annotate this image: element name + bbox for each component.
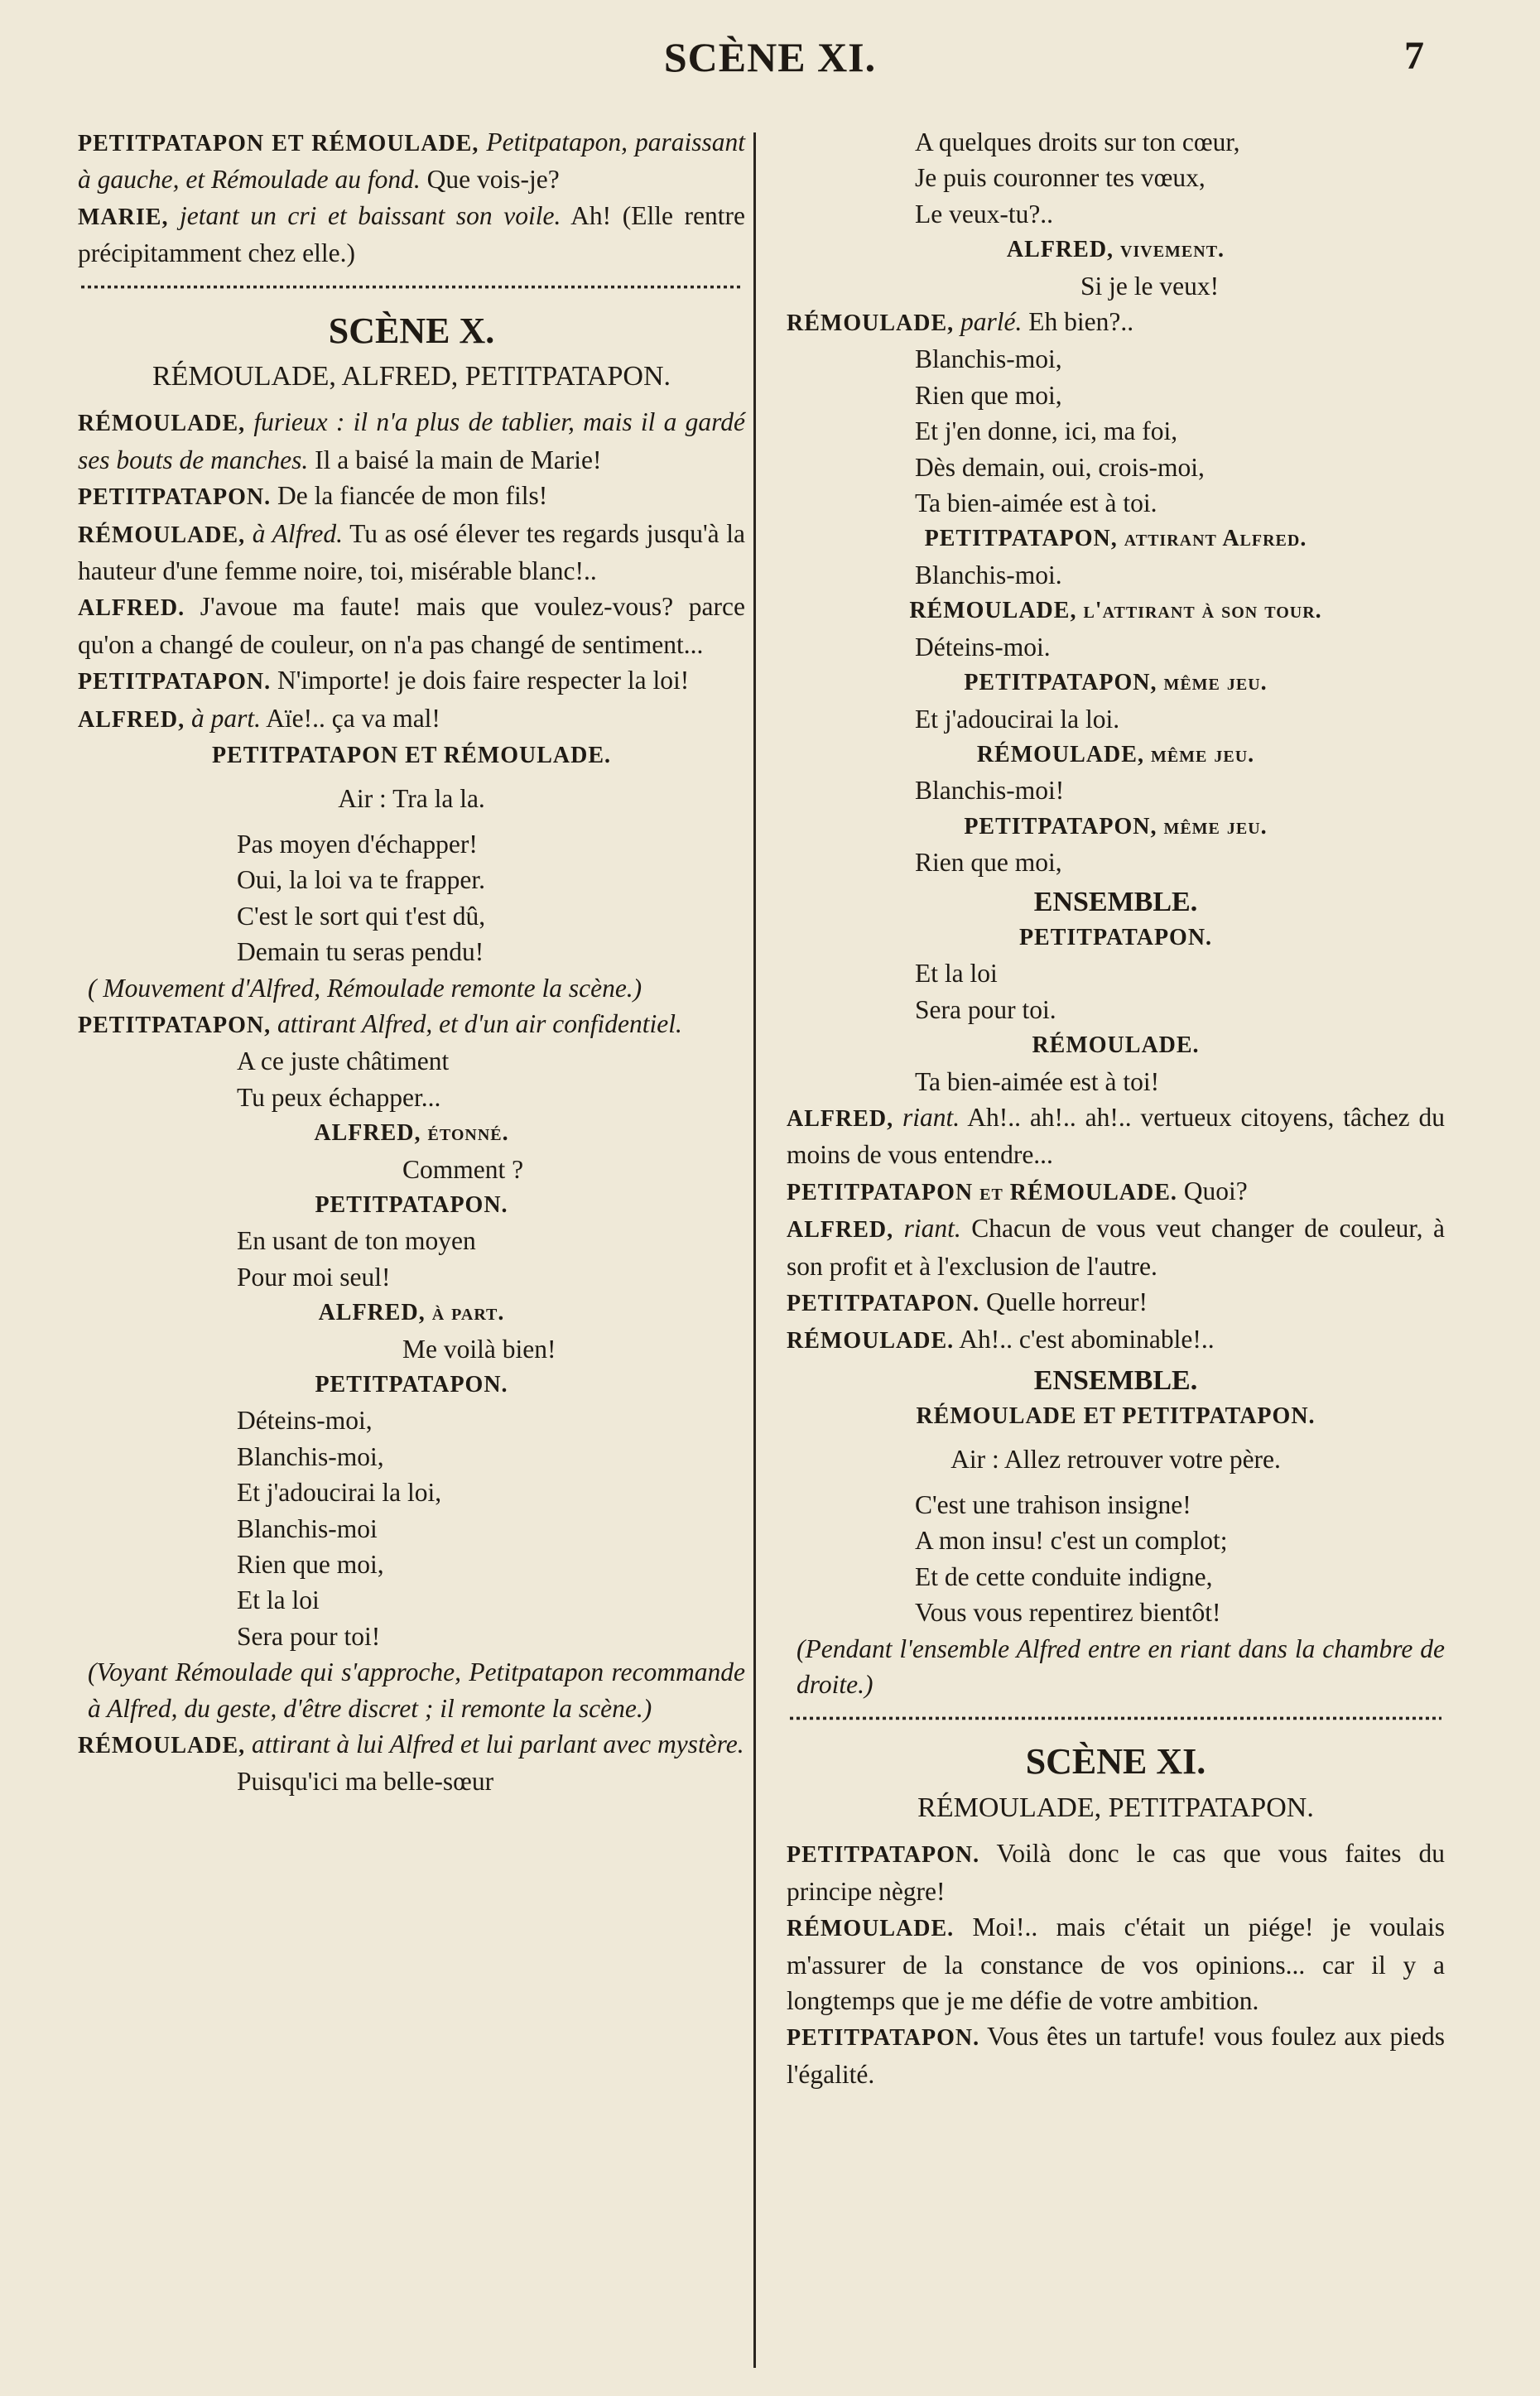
verse-speaker: RÉMOULADE, l'attirant à son tour.: [909, 598, 1322, 624]
right-column: [787, 124, 1445, 2092]
verse-line: Oui, la loi va te frapper.: [237, 865, 486, 895]
stage-direction: jetant un cri et baissant son voile.: [168, 200, 561, 230]
cast-list: RÉMOULADE, ALFRED, PETITPATAPON.: [152, 361, 671, 392]
ornament-rule: [81, 280, 742, 295]
dialogue-text: Que vois-je?: [420, 165, 560, 195]
verse-speaker: PETITPATAPON, même jeu.: [964, 813, 1268, 840]
dialogue-text: J'avoue ma faute! mais que voulez-vous? parce qu'on a changé de couleur, on n'a pas changé de sentiment...: [78, 592, 745, 659]
speaker-name: RÉMOULADE,: [78, 411, 246, 437]
verse-line: Ta bien-aimée est à toi!: [915, 1066, 1160, 1096]
speaker-name: PETITPATAPON.: [78, 484, 272, 511]
verse-line: Ta bien-aimée est à toi.: [915, 488, 1157, 518]
dialogue-text: Eh bien?..: [1022, 307, 1134, 337]
speaker-name: RÉMOULADE,: [78, 1733, 246, 1759]
verse-line: Tu peux échapper...: [237, 1082, 441, 1112]
air-title: Air : Allez retrouver votre père.: [950, 1444, 1281, 1474]
verse-line: Dès demain, oui, crois-moi,: [915, 452, 1205, 482]
speech: [78, 516, 745, 589]
speech: [787, 1173, 1445, 1210]
verse-line: Et j'adoucirai la loi.: [915, 704, 1120, 734]
cast-list: RÉMOULADE, PETITPATAPON.: [917, 1792, 1314, 1823]
verse-line: Et la loi: [915, 959, 998, 989]
left-column: [78, 124, 745, 1800]
running-title: SCÈNE XI.: [663, 34, 877, 80]
verse-line: Vous vous repentirez bientôt!: [915, 1598, 1221, 1628]
verse-line: Le veux-tu?..: [915, 199, 1054, 229]
verse-line: Et j'en donne, ici, ma foi,: [915, 416, 1178, 446]
dialogue-text: N'importe! je dois faire respecter la loi!: [271, 666, 690, 695]
stage-direction: (Pendant l'ensemble Alfred entre en riant dans la chambre de droite.): [796, 1633, 1445, 1700]
speaker-name: PETITPATAPON.: [78, 669, 272, 695]
speaker-name: ALFRED.: [78, 595, 185, 622]
dialogue-text: De la fiancée de mon fils!: [271, 481, 548, 511]
speech: [78, 700, 745, 738]
speech: [787, 1321, 1445, 1359]
speech: [78, 1006, 745, 1043]
verse-speaker: RÉMOULADE.: [1032, 1032, 1200, 1059]
verse-line: Et j'adoucirai la loi,: [237, 1478, 442, 1508]
speaker-name: PETITPATAPON.: [787, 2025, 980, 2052]
stage-direction: Petitpatapon, paraissant à gauche, et Rémoulade au fond.: [78, 127, 745, 195]
ensemble-heading: ENSEMBLE.: [1033, 1364, 1198, 1396]
speaker-name: PETITPATAPON et RÉMOULADE.: [787, 1179, 1177, 1205]
ensemble-heading: ENSEMBLE.: [1033, 886, 1198, 917]
speech: [78, 198, 745, 272]
stage-direction: à Alfred.: [245, 518, 344, 548]
scene-title: SCÈNE X.: [328, 310, 495, 351]
verse-speaker: ALFRED, étonné.: [314, 1120, 509, 1147]
dialogue-text: Tu as osé élever tes regards jusqu'à la hauteur d'une femme noire, toi, misérable blanc!..: [78, 518, 745, 586]
verse-line: Rien que moi,: [237, 1550, 384, 1580]
verse-line: Et la loi: [237, 1585, 320, 1615]
scene-title: SCÈNE XI.: [1025, 1741, 1206, 1783]
dialogue-text: Aïe!.. ça va mal!: [261, 703, 440, 733]
stage-direction: riant.: [893, 1102, 960, 1132]
verse-line: Blanchis-moi: [237, 1513, 378, 1543]
speech: [78, 404, 745, 478]
verse-line: Blanchis-moi!: [915, 776, 1065, 806]
dialogue-text: Il a baisé la main de Marie!: [308, 445, 602, 474]
speaker-name: RÉMOULADE.: [787, 1916, 955, 1942]
verse-line: Pas moyen d'échapper!: [237, 829, 478, 859]
verse-line: Déteins-moi.: [915, 632, 1051, 662]
verse-speaker: PETITPATAPON.: [315, 1191, 508, 1218]
speaker-name: PETITPATAPON ET RÉMOULADE,: [78, 131, 479, 156]
speech: [787, 1210, 1445, 1284]
dialogue-text: Ah!.. ah!.. ah!.. vertueux citoyens, tâchez du moins de vous entendre...: [787, 1102, 1446, 1170]
verse-speaker: PETITPATAPON, même jeu.: [964, 670, 1268, 696]
verse-line: Sera pour toi!: [237, 1621, 381, 1651]
verse-speaker: PETITPATAPON ET RÉMOULADE.: [211, 743, 612, 769]
dialogue-text: Ah! (Elle rentre précipitamment chez elle.): [78, 200, 745, 268]
verse-line: Pour moi seul!: [237, 1262, 391, 1292]
speaker-name: RÉMOULADE,: [787, 310, 955, 337]
speaker-name: ALFRED,: [787, 1217, 894, 1244]
dialogue-text: Moi!.. mais c'était un piége! je voulais m'assurer de la constance de vos opinions... car il y a longtemps que je me défie de votre ambition.: [787, 1912, 1445, 2015]
verse-line: Sera pour toi.: [915, 994, 1056, 1024]
verse-line: Demain tu seras pendu!: [237, 937, 484, 967]
dialogue-text: Vous êtes un tartufe! vous foulez aux pieds l'égalité.: [787, 2022, 1445, 2089]
verse-line: Je puis couronner tes vœux,: [915, 163, 1206, 193]
air-title: Air : Tra la la.: [338, 783, 485, 813]
verse-line: A quelques droits sur ton cœur,: [915, 127, 1240, 156]
verse-line: C'est une trahison insigne!: [915, 1490, 1191, 1520]
stage-direction: (Voyant Rémoulade qui s'approche, Petitpatapon recommande à Alfred, du geste, d'être discret ; il remonte la scène.): [88, 1657, 745, 1723]
speaker-name: MARIE,: [78, 204, 169, 230]
speech: [78, 124, 745, 198]
verse-line: A mon insu! c'est un complot;: [915, 1526, 1228, 1556]
speech: [78, 662, 745, 700]
verse-line: Me voilà bien!: [402, 1334, 556, 1364]
dialogue-text: Quoi?: [1177, 1176, 1248, 1205]
dialogue-text: Chacun de vous veut changer de couleur, à son profit et à l'exclusion de l'autre.: [787, 1214, 1445, 1281]
speaker-name: PETITPATAPON.: [787, 1291, 980, 1316]
verse-line: Puisqu'ici ma belle-sœur: [237, 1767, 494, 1797]
speech: [787, 1835, 1445, 1909]
speaker-name: ALFRED,: [787, 1105, 894, 1132]
verse-speaker: ALFRED, vivement.: [1006, 237, 1225, 263]
verse-line: Déteins-moi,: [237, 1406, 373, 1436]
dialogue-text: Quelle horreur!: [979, 1287, 1148, 1316]
verse-line: Et de cette conduite indigne,: [915, 1561, 1213, 1591]
page-header: [0, 33, 1540, 91]
speech: [787, 2018, 1445, 2092]
speech: [78, 589, 745, 662]
speaker-name: RÉMOULADE.: [787, 1328, 955, 1354]
page-number: 7: [1404, 34, 1424, 78]
verse-line: Rien que moi,: [915, 380, 1062, 410]
verse-line: En usant de ton moyen: [237, 1226, 476, 1256]
verse-line: Si je le veux!: [1080, 271, 1220, 301]
ornament-rule: [790, 1710, 1441, 1725]
verse-line: Blanchis-moi.: [915, 560, 1062, 589]
speaker-name: ALFRED,: [78, 706, 185, 733]
speech: [787, 1099, 1445, 1173]
verse-line: C'est le sort qui t'est dû,: [237, 901, 486, 931]
verse-speaker: PETITPATAPON.: [1018, 924, 1213, 950]
speech: [78, 478, 745, 515]
verse-line: A ce juste châtiment: [237, 1046, 450, 1076]
verse-speaker: PETITPATAPON.: [315, 1372, 508, 1398]
verse-speaker: RÉMOULADE ET PETITPATAPON.: [916, 1403, 1316, 1430]
speaker-name: PETITPATAPON.: [787, 1842, 980, 1869]
dialogue-text: Ah!.. c'est abominable!..: [954, 1325, 1215, 1354]
speech: [787, 1909, 1445, 2018]
speaker-name: PETITPATAPON,: [78, 1012, 272, 1038]
verse-line: Blanchis-moi,: [915, 344, 1062, 374]
stage-direction: attirant Alfred, et d'un air confidentiel.: [271, 1008, 682, 1038]
stage-direction: furieux : il n'a plus de tablier, mais il a gardé ses bouts de manches.: [78, 407, 745, 474]
stage-direction: à part.: [185, 703, 262, 733]
verse-line: Rien que moi,: [915, 848, 1062, 878]
stage-direction: attirant à lui Alfred et lui parlant avec mystère.: [245, 1730, 744, 1759]
column-divider: [753, 132, 756, 2368]
verse-speaker: ALFRED, à part.: [318, 1300, 505, 1326]
verse-speaker: PETITPATAPON, attirant Alfred.: [924, 526, 1307, 552]
stage-direction: ( Mouvement d'Alfred, Rémoulade remonte la scène.): [88, 973, 642, 1003]
speaker-name: RÉMOULADE,: [78, 522, 246, 548]
speech: [78, 1726, 745, 1763]
verse-line: Blanchis-moi,: [237, 1441, 384, 1471]
stage-direction: parlé.: [954, 307, 1023, 337]
stage-direction: riant.: [893, 1214, 961, 1244]
dialogue-text: Voilà donc le cas que vous faites du principe nègre!: [787, 1839, 1445, 1906]
speech: [787, 1284, 1445, 1321]
speech: [787, 304, 1445, 341]
verse-line: Comment ?: [402, 1154, 524, 1184]
verse-speaker: RÉMOULADE, même jeu.: [976, 741, 1255, 767]
